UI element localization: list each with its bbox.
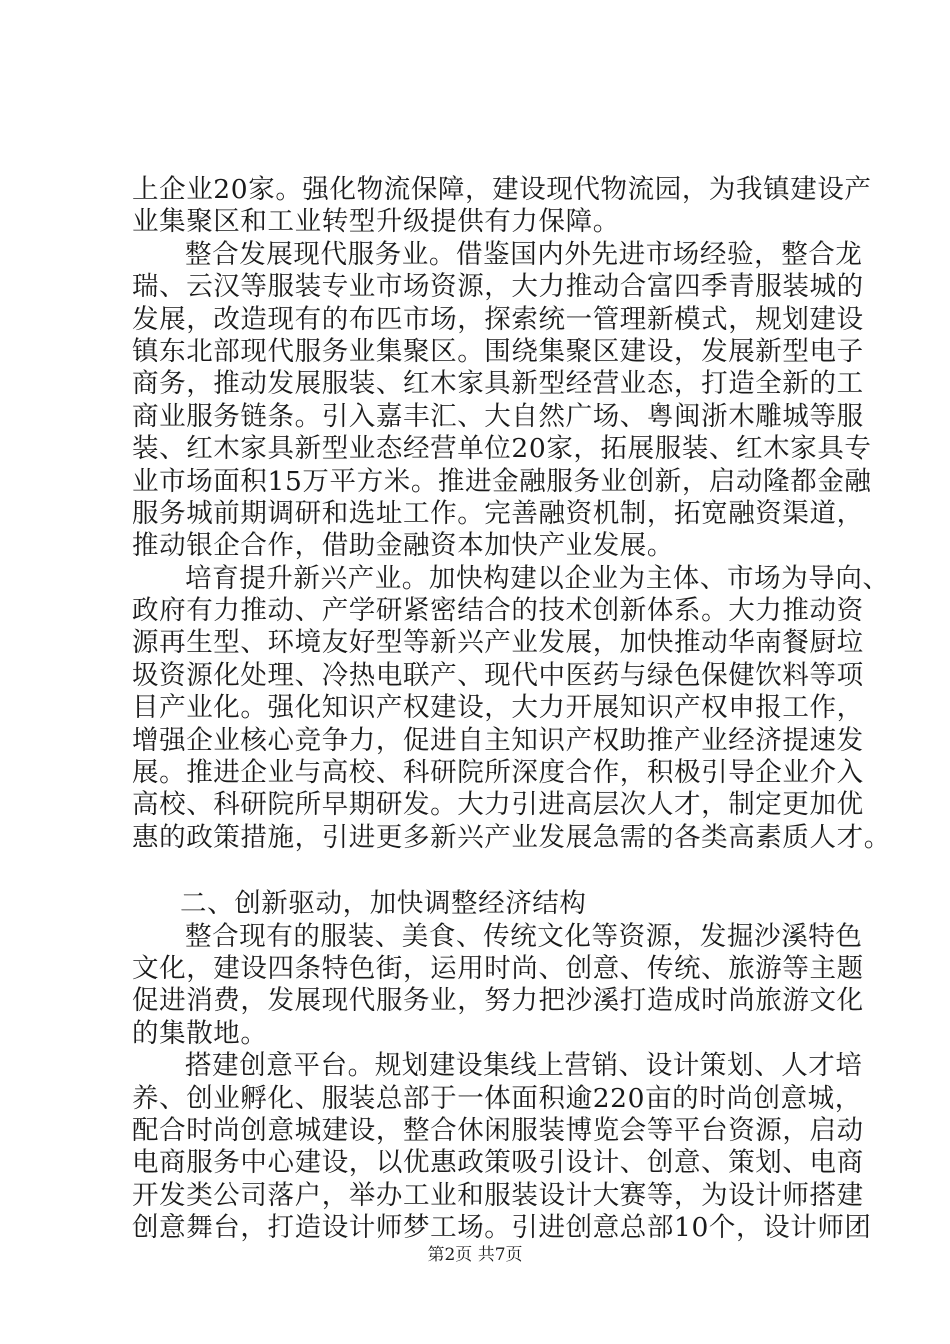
document-body: [132, 174, 891, 1245]
text-line: 开发类公司落户，举办工业和服装设计大赛等，为设计师搭建: [132, 1179, 864, 1211]
text-line: 目产业化。强化知识产权建设，大力开展知识产权申报工作，: [132, 692, 864, 724]
text-line: 展。推进企业与高校、科研院所深度合作，积极引导企业介入: [132, 757, 864, 789]
text-line: 惠的政策措施，引进更多新兴产业发展急需的各类高素质人才。: [132, 821, 891, 853]
text-line: 培育提升新兴产业。加快构建以企业为主体、市场为导向、: [185, 562, 890, 594]
text-line: 镇东北部现代服务业集聚区。围绕集聚区建设，发展新型电子: [132, 335, 864, 367]
paragraph: [132, 238, 872, 563]
section-heading-text: 二、创新驱动，加快调整经济结构: [180, 888, 587, 920]
text-line: 业集聚区和工业转型升级提供有力保障。: [132, 206, 620, 238]
text-line: 业市场面积15万平方米。推进金融服务业创新，启动隆都金融: [132, 465, 872, 497]
text-line: 装、红木家具新型业态经营单位20家，拓展服装、红木家具专: [132, 433, 872, 465]
text-line: 商业服务链条。引入嘉丰汇、大自然广场、粤闽浙木雕城等服: [132, 400, 864, 432]
paragraph-spacer: [132, 854, 832, 888]
text-line: 整合发展现代服务业。借鉴国内外先进市场经验，整合龙: [185, 238, 863, 270]
text-line: 发展，改造现有的布匹市场，探索统一管理新模式，规划建设: [132, 303, 864, 335]
text-line: 商务，推动发展服装、红木家具新型经营业态，打造全新的工: [132, 368, 864, 400]
text-line: 整合现有的服装、美食、传统文化等资源，发掘沙溪特色: [185, 920, 863, 952]
paragraph: [132, 562, 891, 855]
page-footer: 第2页 共7页: [427, 1245, 523, 1265]
text-line: 上企业20家。强化物流保障，建设现代物流园，为我镇建设产: [132, 174, 872, 205]
text-line: 创意舞台，打造设计师梦工场。引进创意总部10个，设计师团: [132, 1212, 872, 1244]
text-line: 高校、科研院所早期研发。大力引进高层次人才，制定更加优: [132, 789, 864, 821]
text-line: 搭建创意平台。规划建设集线上营销、设计策划、人才培: [185, 1050, 863, 1082]
text-line: 瑞、云汉等服装专业市场资源，大力推动合富四季青服装城的: [132, 271, 864, 303]
text-line: 推动银企合作，借助金融资本加快产业发展。: [132, 530, 674, 562]
text-line: 配合时尚创意城建设，整合休闲服装博览会等平台资源，启动: [132, 1114, 864, 1146]
paragraph: [132, 1050, 872, 1244]
text-line: 促进消费，发展现代服务业，努力把沙溪打造成时尚旅游文化: [132, 985, 864, 1017]
text-line: 养、创业孵化、服装总部于一体面积逾220亩的时尚创意城，: [132, 1082, 862, 1114]
text-line: 电商服务中心建设，以优惠政策吸引设计、创意、策划、电商: [132, 1147, 864, 1179]
text-line: 的集散地。: [132, 1017, 268, 1049]
text-line: 政府有力推动、产学研紧密结合的技术创新体系。大力推动资: [132, 595, 864, 627]
text-line: 增强企业核心竞争力，促进自主知识产权助推产业经济提速发: [132, 724, 864, 756]
text-line: 圾资源化处理、冷热电联产、现代中医药与绿色保健饮料等项: [132, 659, 864, 691]
text-line: 服务城前期调研和选址工作。完善融资机制，拓宽融资渠道，: [132, 497, 864, 529]
paragraph: [132, 174, 872, 239]
text-line: 源再生型、环境友好型等新兴产业发展，加快推动华南餐厨垃: [132, 627, 864, 659]
paragraph: [132, 920, 864, 1051]
section-heading: [132, 888, 832, 920]
text-line: 文化，建设四条特色街，运用时尚、创意、传统、旅游等主题: [132, 952, 864, 984]
